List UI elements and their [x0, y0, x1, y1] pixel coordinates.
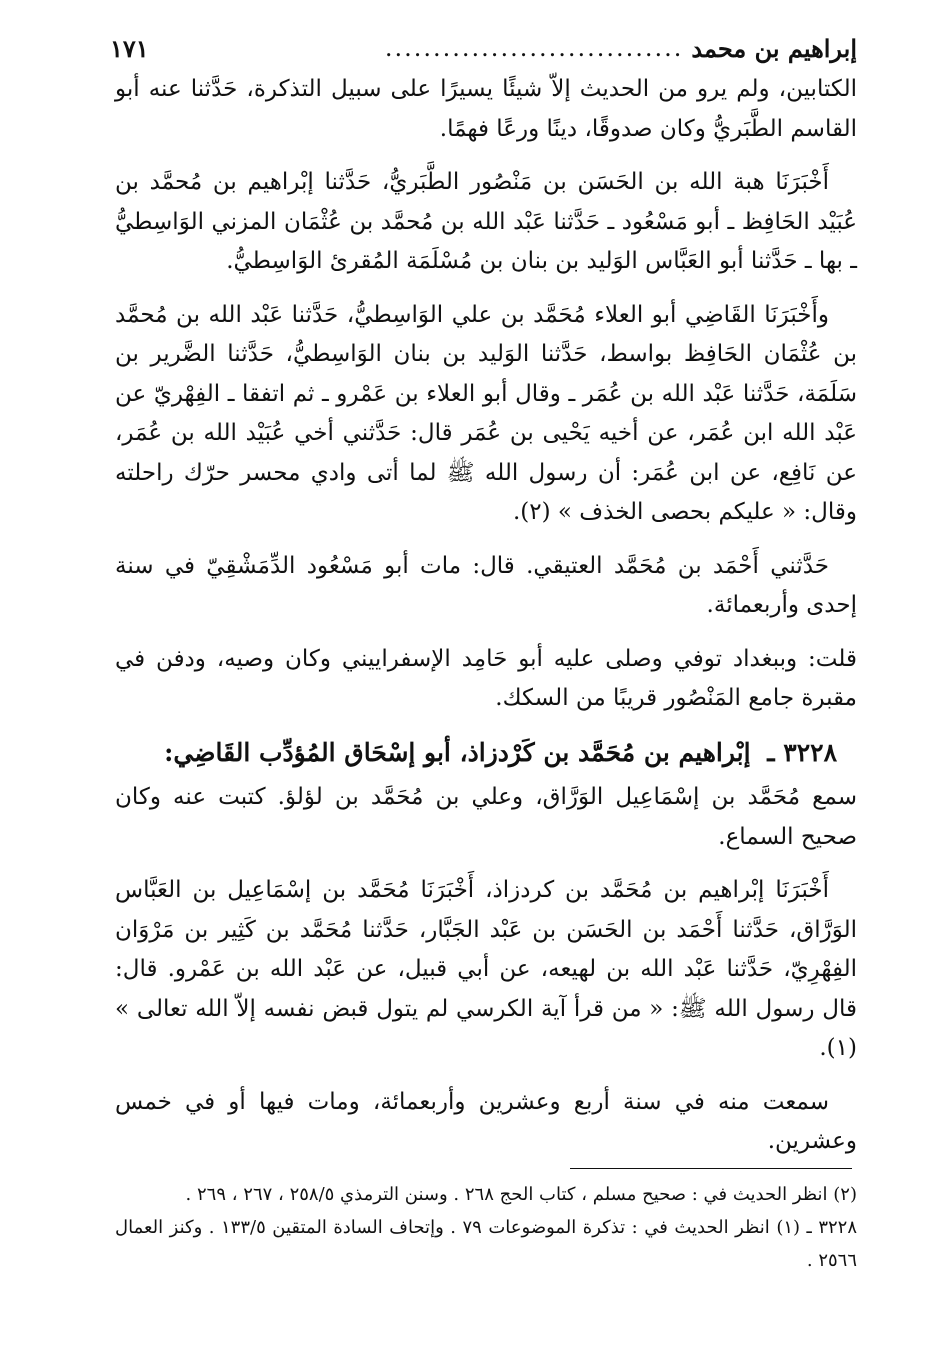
entry-title: إبْراهيم بن مُحَمَّد بن كَرْدزاذ، أبو إسْحَاق المُؤدِّب القَاضِي:: [164, 737, 751, 767]
footnote: (٢) انظر الحديث في : صحيح مسلم ، كتاب الحج ٢٦٨ . وسنن الترمذي ٢٥٨/٥ ، ٢٦٧ ، ٢٦٩ .: [185, 1184, 857, 1205]
paragraph: الكتابين، ولم يرو من الحديث إلاّ شيئًا يسيرًا على سبيل التذكرة، حَدَّثنا عنه أبو القاسم الطَّبَريُّ وكان صدوقًا، دينًا ورعًا فهمًا.: [115, 76, 857, 142]
footnote-divider: [570, 1168, 852, 1169]
paragraph: حَدَّثني أَحْمَد بن مُحَمَّد العتيقي. قال: مات أبو مَسْعُود الدِّمَشْقِيّ في سنة إحدى وأربعمائة.: [115, 552, 857, 618]
running-title: إبراهيم بن محمد: [691, 33, 857, 63]
footnotes: [115, 1178, 857, 1277]
entry-heading: [115, 733, 857, 773]
entry-number: ٣٢٢٨ ـ: [767, 737, 837, 767]
paragraph: أَخْبَرَنَا هبة الله بن الحَسَن بن مَنْصُور الطَّبَريُّ، حَدَّثنا إبْراهيم بن مُحمَّد بن عُبَيْد الحَافِظ ـ أبو مَسْعُود ـ حَدَّثنا عَبْد الله بن مُحمَّد بن عُثْمَان المزني الوَاسِطيُّ ـ بها ـ حَدَّثنا أبو العَبَّاس الوَليد بن بنان بن مُسْلَمَة المُقرئ الوَاسِطيُّ.: [115, 169, 857, 274]
running-header: [110, 30, 857, 66]
paragraph: أَخْبَرَنَا إبْراهيم بن مُحَمَّد بن كردزاذ، أَخْبَرَنَا مُحَمَّد بن إسْمَاعِيل بن العَبَّاس الوَرَّاق، حَدَّثنا أَحْمَد بن الحَسَن بن عَبْد الجَبَّار، حَدَّثنا مُحَمَّد بن كَثِير بن مَرْوَان الفِهْرِيّ، حَدَّثنا عَبْد الله بن لهيعه، عن أبي قبيل، عن عَبْد الله بن عَمْرو. قال: قال رسول الله ﷺ: « من قرأ آية الكرسي لم يتول قبض نفسه إلاّ الله تعالى » (١).: [115, 877, 857, 1061]
paragraph: سمع مُحَمَّد بن إسْمَاعِيل الوَرَّاق، وعلي بن مُحَمَّد بن لؤلؤ. كتبت عنه وكان صحيح السماع.: [115, 784, 857, 850]
paragraph: سمعت منه في سنة أربع وعشرين وأربعمائة، ومات فيها أو في خمس وعشرين.: [115, 1088, 857, 1154]
page-number: ١٧١: [110, 33, 149, 63]
leader-dots: ...............................: [384, 34, 684, 62]
paragraph: قلت: وببغداد توفي وصلى عليه أبو حَامِد الإسفراييني وكان وصيه، ودفن في مقبرة جامع المَنْصُور قريبًا من السكك.: [115, 645, 857, 711]
paragraph: وأَخْبَرَنَا القَاضِي أبو العلاء مُحَمَّد بن علي الوَاسِطيُّ، حَدَّثنا عَبْد الله بن مُحمَّد بن عُثْمَان الحَافِظ بواسط، حَدَّثنا الوَليد بن بنان الوَاسِطيُّ، حَدَّثنا الضَّرير بن سَلَمَة، حَدَّثنا عَبْد الله بن عُمَر ـ وقال أبو العلاء بن عَمْرو ـ ثم اتفقا ـ الفِهْريّ عن عَبْد الله ابن عُمَر، عن أخيه يَحْيى بن عُمَر قال: حَدَّثني أخي عُبَيْد الله بن عُمَر، عن نَافِع، عن ابن عُمَر: أن رسول الله ﷺ لما أتى وادي محسر حرّك راحلته وقال: « عليكم بحصى الخذف » (٢).: [115, 301, 857, 525]
footnote: ٣٢٢٨ ـ (١) انظر الحديث في : تذكرة الموضوعات ٧٩ . وإتحاف السادة المتقين ١٣٣/٥ . وكنز العمال ٢٥٦٦ .: [115, 1217, 857, 1271]
main-text: [115, 70, 857, 1176]
